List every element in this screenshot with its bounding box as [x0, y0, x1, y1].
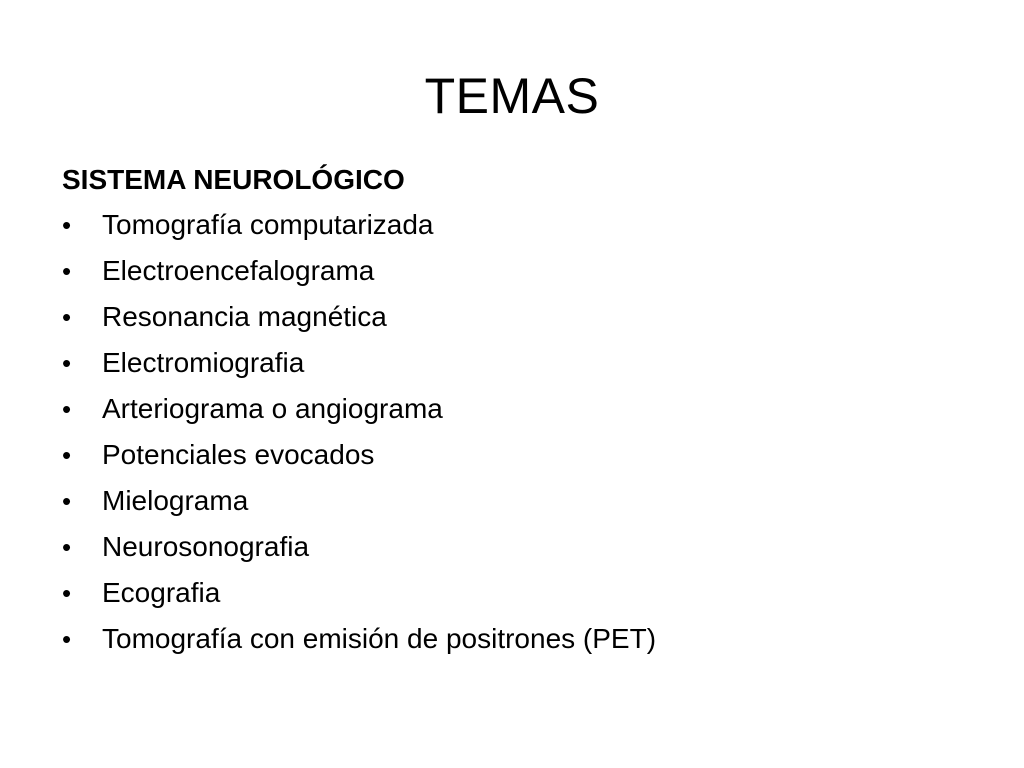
bullet-item-ecografia [62, 570, 982, 616]
bullet-icon: • [62, 486, 72, 516]
bullet-item-electroencefalograma [62, 248, 982, 294]
bullet-item-tomografia-computarizada [62, 202, 982, 248]
bullet-icon: • [62, 210, 72, 240]
bullet-item-arteriograma [62, 386, 982, 432]
bullet-label: Electroencefalograma [102, 255, 375, 286]
bullet-item-neurosonografia [62, 524, 982, 570]
slide-title: TEMAS [424, 68, 600, 124]
bullet-label: Potenciales evocados [102, 439, 375, 470]
bullet-label: Ecografia [102, 577, 221, 608]
bullet-icon: • [62, 440, 72, 470]
bullet-label: Neurosonografia [102, 531, 310, 562]
section-heading: SISTEMA NEUROLÓGICO [62, 164, 405, 195]
bullet-item-resonancia-magnetica [62, 294, 982, 340]
bullet-icon: • [62, 302, 72, 332]
bullet-item-pet [62, 616, 982, 662]
bullet-icon: • [62, 578, 72, 608]
bullet-label: Tomografía con emisión de positrones (PET) [102, 623, 657, 654]
bullet-icon: • [62, 256, 72, 286]
bullet-item-potenciales-evocados [62, 432, 982, 478]
bullet-label: Arteriograma o angiograma [102, 393, 443, 424]
bullet-item-mielograma [62, 478, 982, 524]
bullet-label: Mielograma [102, 485, 249, 516]
bullet-icon: • [62, 394, 72, 424]
bullet-list [62, 202, 982, 662]
bullet-label: Resonancia magnética [102, 301, 387, 332]
bullet-icon: • [62, 348, 72, 378]
bullet-label: Tomografía computarizada [102, 209, 434, 240]
bullet-icon: • [62, 624, 72, 654]
bullet-icon: • [62, 532, 72, 562]
bullet-item-electromiografia [62, 340, 982, 386]
bullet-label: Electromiografia [102, 347, 305, 378]
slide-content [62, 158, 982, 662]
